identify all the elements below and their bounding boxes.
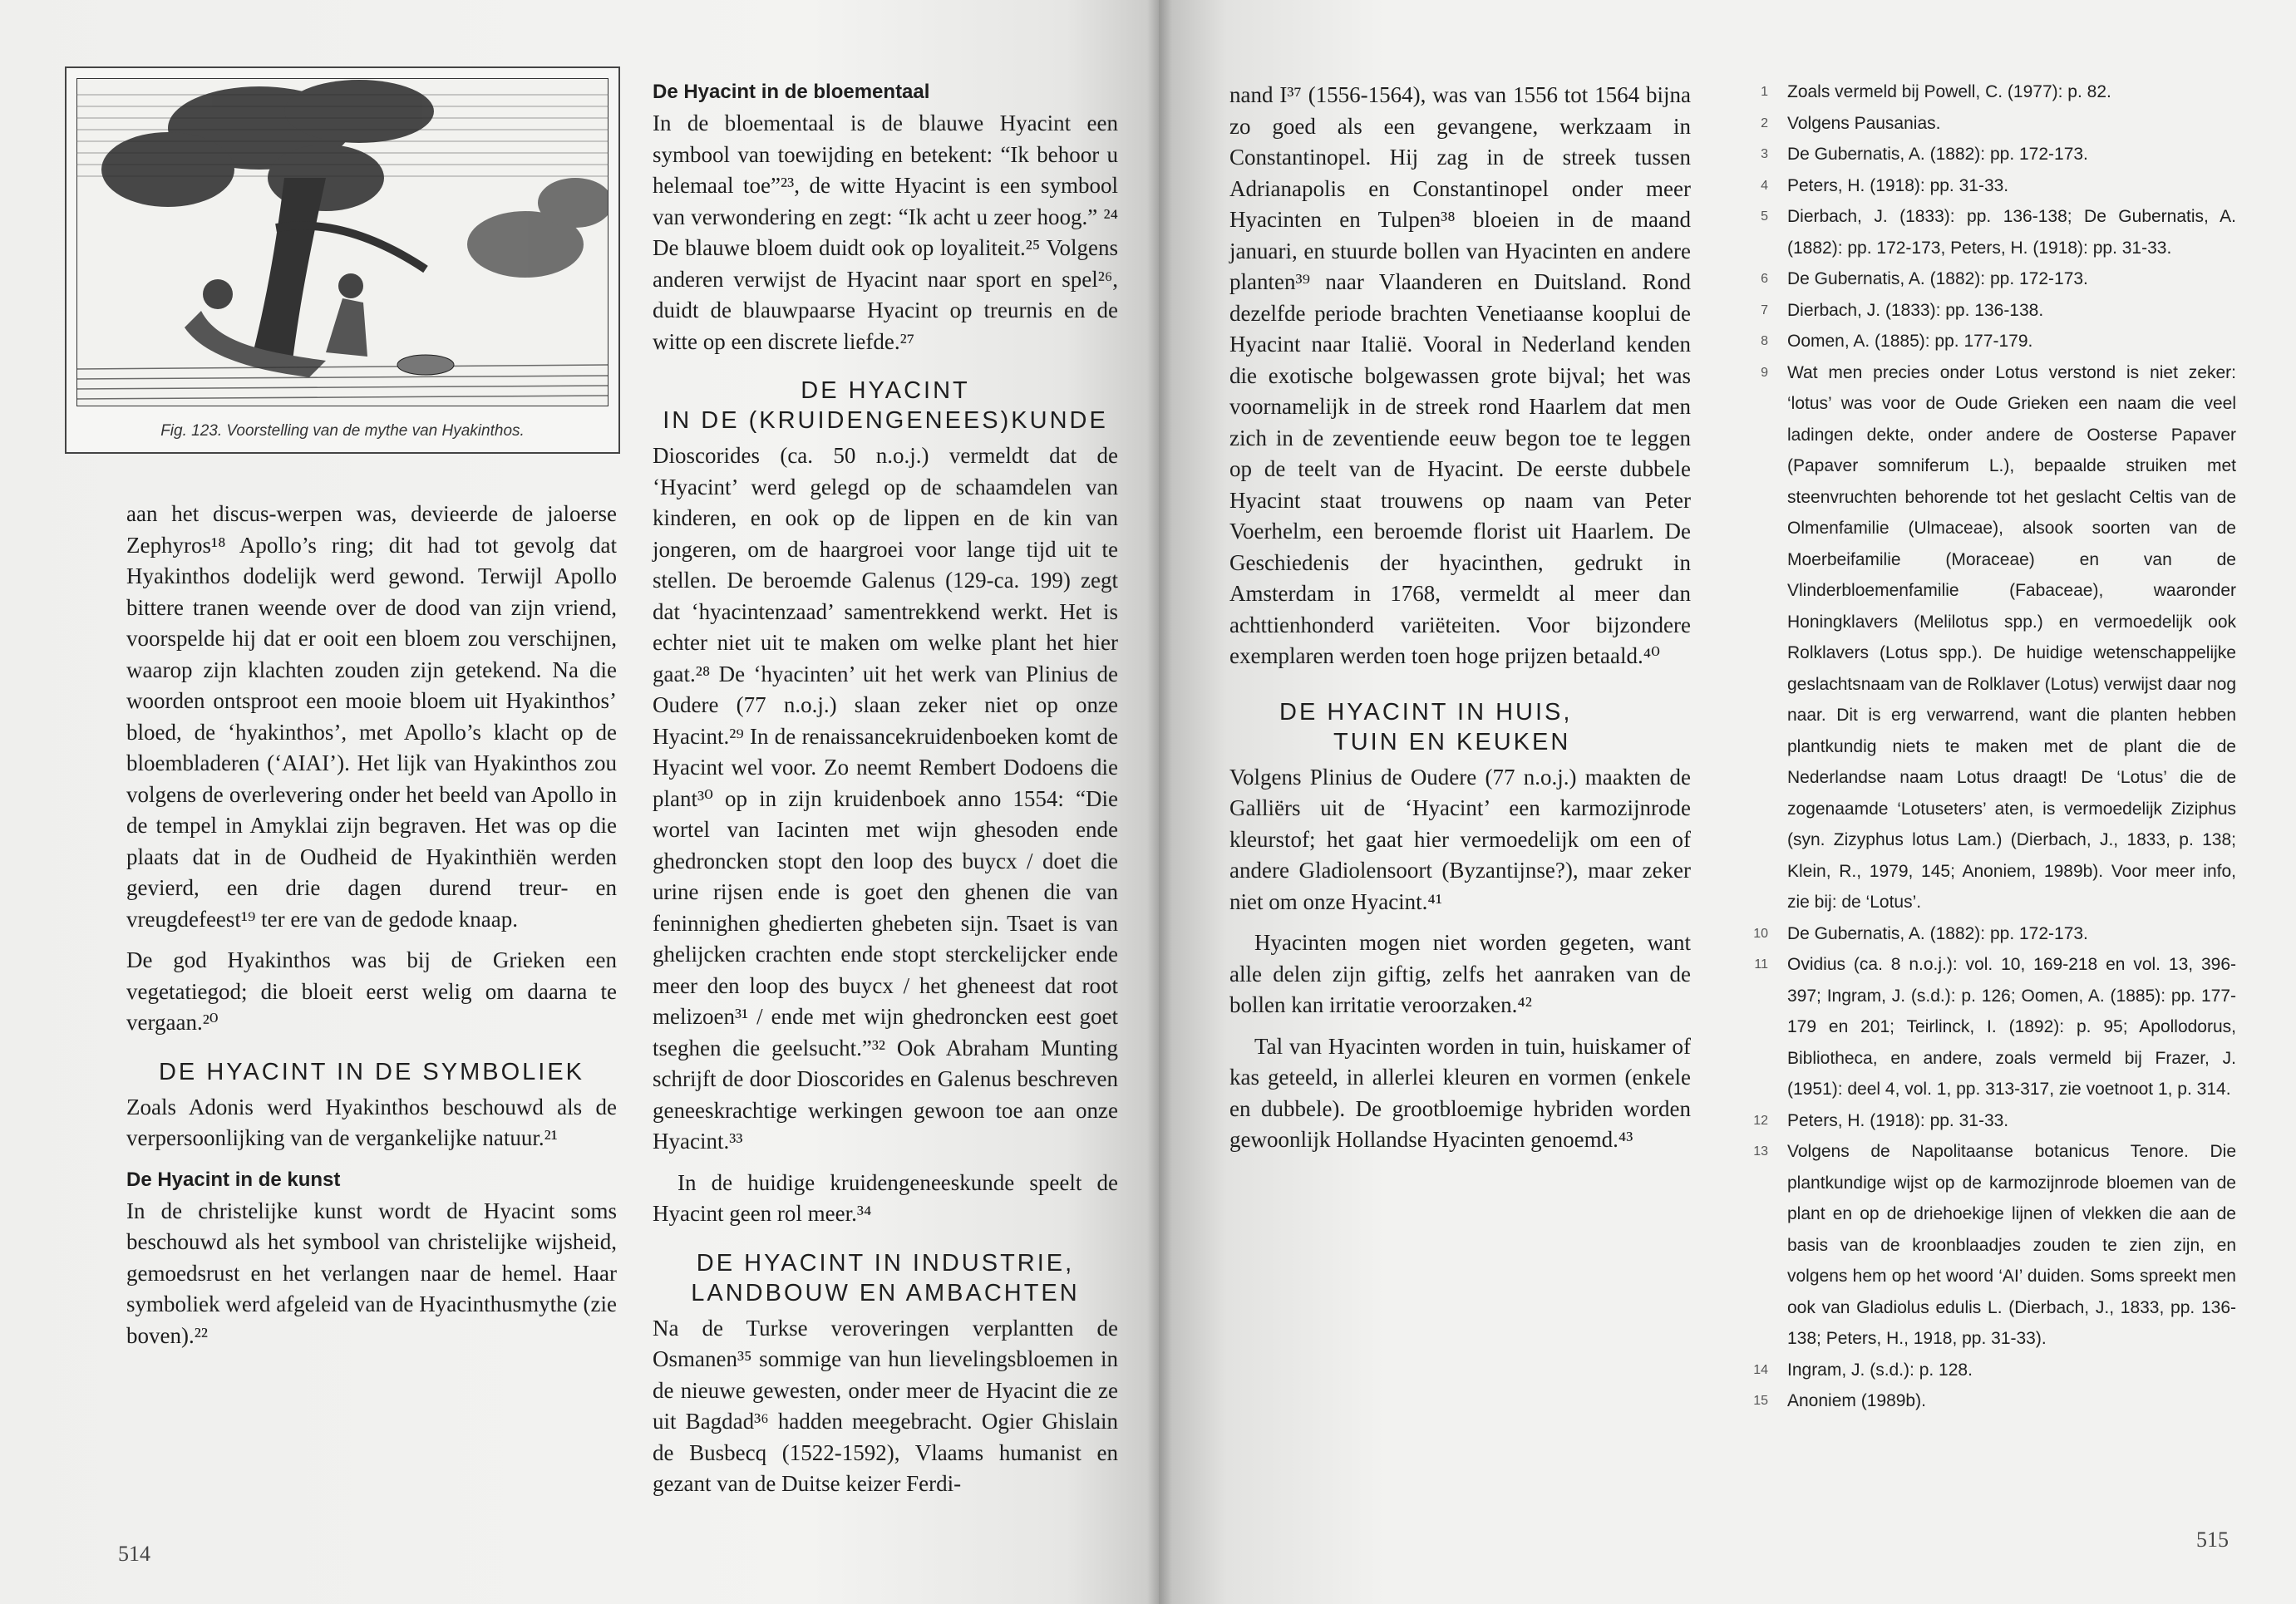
left-column-2 — [653, 78, 1118, 1500]
subheading-kunst: De Hyacint in de kunst — [126, 1168, 341, 1191]
footnote: 6 De Gubernatis, A. (1882): pp. 172-173. — [1761, 269, 2088, 288]
footnote: 2 Volgens Pausanias. — [1761, 113, 1941, 133]
left-column-1 — [126, 499, 617, 1351]
section-heading-kruiden-line1: DE HYACINT — [801, 377, 970, 404]
section-heading-industrie-line1: DE HYACINT IN INDUSTRIE, — [696, 1249, 1075, 1277]
footnote: 4 Peters, H. (1918): pp. 31-33. — [1761, 175, 2009, 195]
paragraph: Dioscorides (ca. 50 n.o.j.) vermeldt dat de ‘Hyacint’ werd gelegd op de schaamdelen van kinderen, en ook op de lippen en de kin van jongeren, om de haargroei voor lange tijd uit te stellen. De beroemde Galenus (129-ca. 199) zegt dat ‘hyacintenzaad’ samentrekkend werkt. Het is echter niet uit te maken om welke plant het hier gaat.²⁸ De ‘hyacinten’ uit het werk van Plinius de Oudere (77 n.o.j.) slaan zeker niet op onze Hyacint.²⁹ In de renaissancekruidenboeken komt de Hyacint wel voor. Zo neemt Rembert Dodoens die plant³⁰ op in zijn kruidenboek anno 1554: “Die wortel van Iacinten met wijn ghesoden ende ghedroncken stopt den loop des buycx / doet die urine rijsen ende is goet den ghenen die van feninnighen ghedierten ghebeten sijn. Tsaet is van ghelijcken crachten ende stopt sterckelijcker ende meer den loop des buycx / het gheneest dat root melizoen³¹ / ende met wijn ghedroncken eest goet tseghen die geelsucht.”³² Ook Abraham Munting schrijft de door Dioscorides en Galenus beschreven geneeskrachtige werkingen gewoon toe aan onze Hyacint.³³ — [653, 443, 1118, 1154]
footnote: 12 Peters, H. (1918): pp. 31-33. — [1753, 1110, 2009, 1130]
section-heading-industrie-line2: LANDBOUW EN AMBACHTEN — [691, 1279, 1080, 1306]
footnote: 7 Dierbach, J. (1833): pp. 136-138. — [1761, 300, 2044, 320]
section-heading-huis-line2: TUIN EN KEUKEN — [1333, 728, 1571, 755]
paragraph: De god Hyakinthos was bij de Grieken een vegetatiegod; die bloeit eerst welig om daarna te vergaan.²⁰ — [126, 947, 617, 1035]
footnote: 9 Wat men precies onder Lotus verstond is niet zeker: ‘lotus’ was voor de Oude Grieken een naam die veel ladingen dekte, onder andere de Oosterse Papaver (Papaver somniferum L.), bepaalde struiken met steenvruchten behorende tot het geslacht Celtis van de Olmenfamilie (Ulmaceae), alsook soorten van de Moerbeifamilie (Moraceae) en van de Vlinderbloemenfamilie (Fabaceae), waaronder Honingklavers (Melilotus spp.) en vermoedelijk ook Rolklavers (Lotus spp.). De huidige wetenschappelijke geslachtsnaam van de Rolklaver (Lotus) verwijst daar nog naar. Dit is erg verwarrend, want die planten hebben plantkundig niets te maken met de plant die de Nederlandse naam Lotus draagt! De ‘Lotus’ die de zogenaamde ‘Lotuseters’ aten, is vermoedelijk Ziziphus (syn. Zizyphus lotus Lam.) (Dierbach, J., 1833, p. 138; Klein, R., 1979, 145; Anoniem, 1989b). Voor meer info, zie bij: de ‘Lotus’. — [1761, 362, 2236, 912]
subheading-bloementaal: De Hyacint in de bloementaal — [653, 81, 930, 103]
footnote: 11 Ovidius (ca. 8 n.o.j.): vol. 10, 169-218 en vol. 13, 396-397; Ingram, J. (s.d.): p. 126; Oomen, A. (1885): pp. 177-179 en 201; Teirlinck, I. (1892): p. 95; Apollodorus, Bibliotheca, en andere, zoals vermeld bij Frazer, J. (1951): deel 4, vol. 1, pp. 313-317, zie voetnoot 1, p. 314. — [1754, 955, 2236, 1099]
section-heading-symboliek: DE HYACINT IN DE SYMBOLIEK — [158, 1058, 585, 1085]
page-number-left: 514 — [118, 1542, 150, 1566]
section-heading-huis-line1: DE HYACINT IN HUIS, — [1279, 698, 1573, 726]
paragraph: aan het discus-werpen was, devieerde de jaloerse Zephyros¹⁸ Apollo’s ring; dit had tot gevolg dat Hyakinthos dodelijk werd gewond. Terwijl Apollo bittere tranen weende over de dood van zijn vriend, voorspelde hij dat er ooit een bloem zou verschijnen, waarop zijn klachten zouden zijn getekend. Na die woorden ontsproot een mooie bloem uit Hyakinthos’ bloed, de ‘hyakinthos’, met Apollo’s klacht op de bloembladeren (‘AIAI’). Het lijk van Hyakinthos zou volgens de overlevering onder het beeld van Apollo in de tempel in Amyklai zijn begraven. Het was op die plaats dat in de Oudheid de Hyakinthiën werden gevierd, een drie dagen durend treur- en vreugdefeest¹⁹ ter ere van de gedode knaap. — [126, 501, 617, 932]
section-heading-kruiden-line2: IN DE (KRUIDENGENEES)KUNDE — [663, 407, 1108, 434]
book-gutter — [1147, 0, 1172, 1604]
paragraph: In de christelijke kunst wordt de Hyacint soms beschouwd als het symbool van christelijke wijsheid, gemoedsrust en het verlangen naar de hemel. Haar symboliek werd afgeleid van de Hyacinthusmythe (zie boven).²² — [126, 1198, 617, 1348]
figure-hyakinthos — [65, 66, 620, 454]
engraving-illustration — [76, 78, 608, 406]
paragraph: Na de Turkse veroveringen verplantten de Osmanen³⁵ sommige van hun lievelingsbloemen in de nieuwe gewesten, onder meer de Hyacint die ze uit Bagdad³⁶ hadden meegebracht. Ogier Ghislain de Busbecq (1522-1592), Vlaams humanist en gezant van de Duitse keizer Ferdi- — [653, 1315, 1118, 1496]
right-column-1 — [1229, 80, 1691, 1156]
paragraph: nand I³⁷ (1556-1564), was van 1556 tot 1564 bijna zo goed als een gevangene, werkzaam in Constantinopel. Hij zag in de streek tussen Adrianapolis en Constantinopel onder meer Hyacinten en Tulpen³⁸ bloeien in de maand januari, en stuurde bollen van Hyacinten en andere planten³⁹ naar Vlaanderen en Duitsland. Rond dezelfde periode brachten Venetiaanse kooplui de Hyacint naar Italië. Vooral in Nederland kenden die exotische bolgewassen grote bijval; het was voornamelijk in de streek rond Haarlem dat men zich in de zeventiende eeuw begon toe te leggen op de teelt van de Hyacint. De eerste dubbele Hyacint staat trouwens op naam van Peter Voerhelm, een beroemde florist uit Haarlem. De Geschiedenis der hyacinthen, gedrukt in Amsterdam in 1768, vermeldt al meer dan achttienhonderd variëteiten. Voor bijzondere exemplaren werden toen hoge prijzen betaald.⁴⁰ — [1229, 82, 1691, 668]
paragraph: In de bloementaal is de blauwe Hyacint een symbool van toewijding en betekent: “Ik behoor u helemaal toe”²³, de witte Hyacint is een symbool van verwondering en zegt: “Ik acht u zeer hoog.” ²⁴ De blauwe bloem duidt ook op loyaliteit.²⁵ Volgens anderen verwijst de Hyacint naar sport en spel²⁶, duidt de blauwpaarse Hyacint op treurnis en de witte op een discrete liefde.²⁷ — [653, 111, 1118, 354]
footnote: 15 Anoniem (1989b). — [1753, 1391, 1926, 1410]
footnotes-list — [1750, 76, 2236, 1417]
paragraph: Zoals Adonis werd Hyakinthos beschouwd als de verpersoonlijking van de vergankelijke natuur.²¹ — [126, 1094, 617, 1150]
figure-caption: Fig. 123. Voorstelling van de mythe van Hyakinthos. — [160, 422, 525, 440]
paragraph: In de huidige kruidengeneeskunde speelt de Hyacint geen rol meer.³⁴ — [653, 1169, 1118, 1226]
paragraph: Hyacinten mogen niet worden gegeten, want alle delen zijn giftig, zelfs het aanraken van de bollen kan irritatie veroorzaken.⁴² — [1229, 930, 1691, 1017]
paragraph: Tal van Hyacinten worden in tuin, huiskamer of kas geteeld, in allerlei kleuren en vormen (enkele en dubbele). De grootbloemige hybriden worden gewoonlijk Hollandse Hyacinten genoemd.⁴³ — [1229, 1033, 1691, 1152]
footnote: 1 Zoals vermeld bij Powell, C. (1977): p. 82. — [1761, 82, 2111, 101]
footnote: 13 Volgens de Napolitaanse botanicus Tenore. Die plantkundige wijst op de karmozijnrode bloemen van de plant en op de driehoekige lijnen of vlekken die aan de basis van de kroonblaadjes zouden te zien zijn, en volgens hem op het woord ‘AI’ duiden. Soms spreekt men ook van Gladiolus edulis L. (Dierbach, J., 1833, pp. 136-138; Peters, H., 1918, pp. 31-33). — [1753, 1142, 2236, 1348]
page-number-right: 515 — [2196, 1528, 2229, 1552]
footnote: 10 De Gubernatis, A. (1882): pp. 172-173. — [1753, 923, 2088, 943]
footnote: 3 De Gubernatis, A. (1882): pp. 172-173. — [1761, 145, 2088, 164]
paragraph: Volgens Plinius de Oudere (77 n.o.j.) maakten de Galliërs uit de ‘Hyacint’ een karmozijnrode kleurstof; het gaat hier vermoedelijk om een of andere Gladiolensoort (Byzantijnse?), maar zeker niet om onze Hyacint.⁴¹ — [1229, 764, 1691, 914]
footnote: 14 Ingram, J. (s.d.): p. 128. — [1753, 1360, 1973, 1380]
footnote: 8 Oomen, A. (1885): pp. 177-179. — [1761, 332, 2033, 351]
footnote: 5 Dierbach, J. (1833): pp. 136-138; De Gubernatis, A. (1882): pp. 172-173, Peters, H. (1918): pp. 31-33. — [1761, 207, 2236, 258]
